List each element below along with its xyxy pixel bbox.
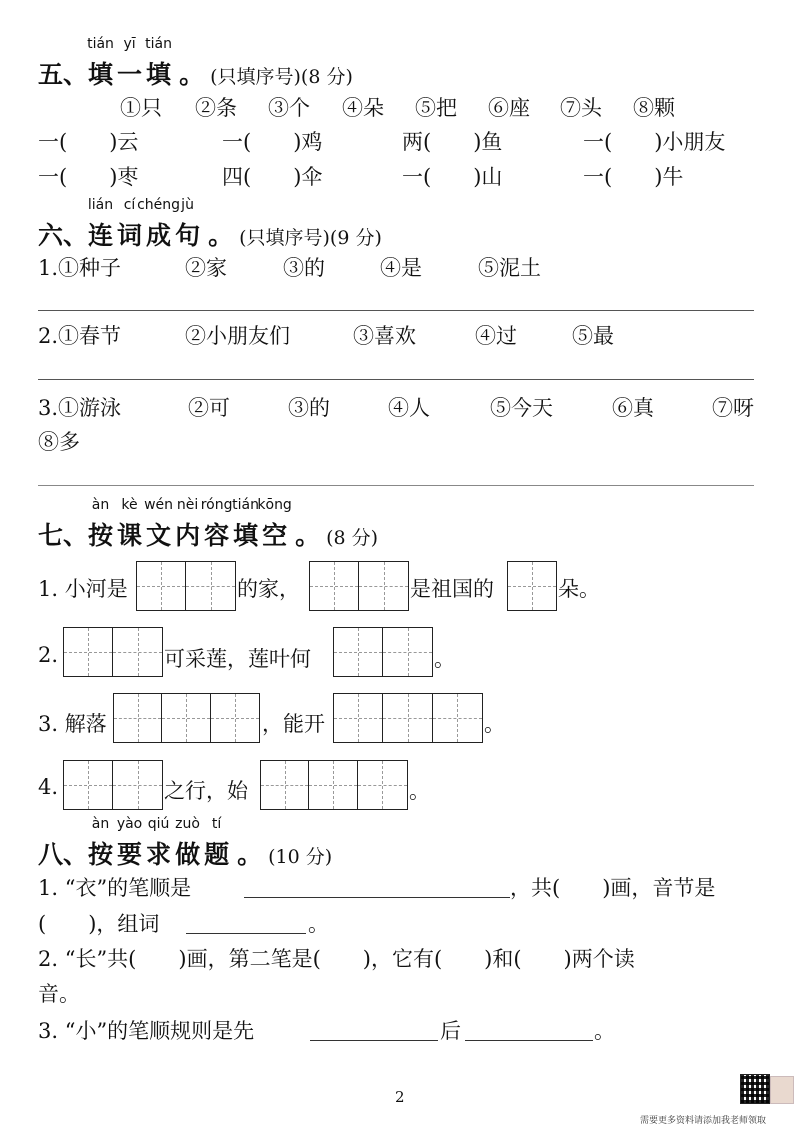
task-q1-text: ( )，组词 xyxy=(38,912,160,936)
section-number: 七、 xyxy=(38,521,89,550)
answer-line[interactable] xyxy=(186,933,306,934)
recite-q3-text: 。 xyxy=(484,712,505,736)
heading-period: 。 xyxy=(295,521,321,550)
heading-char: cí 词 xyxy=(117,197,143,250)
word-token: ②可 xyxy=(188,396,230,420)
pinyin: àn xyxy=(91,497,110,513)
heading-char: àn 按 xyxy=(88,497,114,550)
heading-char: yào 要 xyxy=(116,816,143,869)
word-token: ⑤今天 xyxy=(490,396,553,420)
avatar xyxy=(770,1076,794,1104)
option-item: ①只 xyxy=(120,96,162,120)
fill-blank-item[interactable]: 一( )鸡 xyxy=(222,130,323,154)
recite-q1-text: 朵。 xyxy=(558,577,600,601)
qr-code-icon xyxy=(740,1074,770,1104)
answer-line[interactable] xyxy=(38,485,754,486)
heading-char: róng 容 xyxy=(200,497,233,550)
heading-period: 。 xyxy=(179,60,205,89)
heading-char: lián 连 xyxy=(87,197,114,250)
word-token: 3.①游泳 xyxy=(38,396,122,420)
recite-q2-text: 2. xyxy=(38,643,59,667)
heading-char: àn 按 xyxy=(88,816,114,869)
recite-q1-text: 1. 小河是 xyxy=(38,577,128,601)
recite-q4-text: 4. xyxy=(38,775,59,799)
pinyin: róng xyxy=(200,497,233,513)
tianzige-box[interactable] xyxy=(260,760,408,810)
heading-char: wén 文 xyxy=(144,497,174,550)
heading-char: tián 填 xyxy=(232,497,260,550)
task-q3-text: 后 xyxy=(440,1019,461,1043)
pinyin: lián xyxy=(87,197,114,213)
option-item: ④朵 xyxy=(342,96,384,120)
pinyin: jù xyxy=(181,197,194,213)
tianzige-box[interactable] xyxy=(136,561,236,611)
heading-char: zuò 做 xyxy=(175,816,201,869)
recite-q4-text: 。 xyxy=(409,779,430,803)
recite-q3-text: ，能开 xyxy=(262,712,325,736)
heading-char: tí 题 xyxy=(204,816,230,869)
heading-char: chéng 成 xyxy=(137,197,181,250)
word-token: ⑧多 xyxy=(38,430,80,454)
section-number: 五、 xyxy=(38,60,89,89)
section-number: 八、 xyxy=(38,840,89,869)
recite-q1-text: 的家， xyxy=(237,577,300,601)
fill-blank-item[interactable]: 一( )山 xyxy=(402,165,503,189)
word-token: ⑦呀 xyxy=(712,396,754,420)
fill-blank-item[interactable]: 四( )伞 xyxy=(222,165,323,189)
heading-char: qiú 求 xyxy=(146,816,172,869)
tianzige-box[interactable] xyxy=(113,693,260,743)
recite-q1-text: 是祖国的 xyxy=(410,577,494,601)
tianzige-box[interactable] xyxy=(63,760,163,810)
pinyin: tián xyxy=(87,36,114,52)
pinyin: yī xyxy=(123,36,136,52)
pinyin: zuò xyxy=(175,816,200,832)
pinyin: qiú xyxy=(147,816,170,832)
footer-note: 需要更多资料请添加我老师领取 xyxy=(640,1116,767,1126)
heading-char: kè 课 xyxy=(117,497,143,550)
section-number: 六、 xyxy=(38,221,89,250)
option-item: ③个 xyxy=(268,96,310,120)
section-note: (只填序号)(8 分) xyxy=(210,66,353,88)
word-token: ⑤泥土 xyxy=(478,256,541,280)
recite-q2-text: 。 xyxy=(434,647,455,671)
fill-blank-item[interactable]: 一( )牛 xyxy=(583,165,684,189)
recite-q3-text: 3. 解落 xyxy=(38,712,107,736)
heading-period: 。 xyxy=(208,221,234,250)
word-token: 1.①种子 xyxy=(38,256,122,280)
word-token: ④人 xyxy=(388,396,430,420)
page-number: 2 xyxy=(395,1088,405,1106)
option-item: ⑥座 xyxy=(488,96,530,120)
tianzige-box[interactable] xyxy=(309,561,409,611)
answer-line[interactable] xyxy=(244,897,510,898)
word-token: ③喜欢 xyxy=(353,324,416,348)
pinyin: wén xyxy=(144,497,174,513)
option-item: ⑤把 xyxy=(415,96,457,120)
pinyin: kè xyxy=(121,497,138,513)
heading-char: yī 一 xyxy=(117,36,143,89)
answer-line[interactable] xyxy=(310,1040,438,1041)
recite-q2-text: 可采莲，莲叶何 xyxy=(164,647,311,671)
section-note: (只填序号)(9 分) xyxy=(239,227,382,249)
word-token: 2.①春节 xyxy=(38,324,122,348)
task-q3-text: 。 xyxy=(594,1019,615,1043)
fill-blank-item[interactable]: 两( )鱼 xyxy=(402,130,503,154)
pinyin: tí xyxy=(211,816,222,832)
word-token: ④是 xyxy=(380,256,422,280)
heading-char: jù 句 xyxy=(175,197,201,250)
heading-char: nèi 内 xyxy=(175,497,201,550)
task-q1-text: ，共( )画，音节是 xyxy=(510,876,716,900)
word-token: ②小朋友们 xyxy=(185,324,290,348)
word-token: ③的 xyxy=(288,396,330,420)
section-7-heading xyxy=(38,497,379,552)
word-token: ⑤最 xyxy=(572,324,614,348)
tianzige-box[interactable] xyxy=(333,627,433,677)
pinyin: tián xyxy=(145,36,172,52)
section-note: (10 分) xyxy=(268,846,333,868)
pinyin: kōng xyxy=(257,497,292,513)
word-token: ⑥真 xyxy=(612,396,654,420)
answer-line[interactable] xyxy=(465,1040,593,1041)
pinyin: tián xyxy=(232,497,260,513)
option-item: ②条 xyxy=(195,96,237,120)
tianzige-box[interactable] xyxy=(333,693,483,743)
task-q2-text: 2. “长”共( )画，第二笔是( )，它有( )和( )两个读 xyxy=(38,947,635,971)
section-5-heading xyxy=(38,36,353,91)
section-8-heading xyxy=(38,816,333,871)
task-q2-text: 音。 xyxy=(38,982,80,1006)
fill-blank-item[interactable]: 一( )云 xyxy=(38,130,139,154)
section-6-heading xyxy=(38,197,382,252)
pinyin: cí xyxy=(123,197,136,213)
heading-char: tián 填 xyxy=(145,36,172,89)
recite-q4-text: 之行，始 xyxy=(164,779,248,803)
heading-char: tián 填 xyxy=(87,36,114,89)
pinyin: nèi xyxy=(176,497,199,513)
word-token: ③的 xyxy=(283,256,325,280)
task-q3-text: 3. “小”的笔顺规则是先 xyxy=(38,1019,255,1043)
word-token: ④过 xyxy=(475,324,517,348)
pinyin: yào xyxy=(116,816,143,832)
pinyin: àn xyxy=(91,816,110,832)
fill-blank-item[interactable]: 一( )枣 xyxy=(38,165,139,189)
task-q1-text: 1. “衣”的笔顺是 xyxy=(38,876,192,900)
section-note: (8 分) xyxy=(326,527,379,549)
answer-line[interactable] xyxy=(38,310,754,311)
answer-line[interactable] xyxy=(38,379,754,380)
word-token: ②家 xyxy=(185,256,227,280)
option-item: ⑦头 xyxy=(560,96,602,120)
tianzige-box[interactable] xyxy=(63,627,163,677)
task-q1-text: 。 xyxy=(308,912,329,936)
heading-period: 。 xyxy=(237,840,263,869)
pinyin: chéng xyxy=(137,197,181,213)
heading-char: kōng 空 xyxy=(257,497,292,550)
fill-blank-item[interactable]: 一( )小朋友 xyxy=(583,130,726,154)
option-item: ⑧颗 xyxy=(633,96,675,120)
tianzige-box[interactable] xyxy=(507,561,557,611)
